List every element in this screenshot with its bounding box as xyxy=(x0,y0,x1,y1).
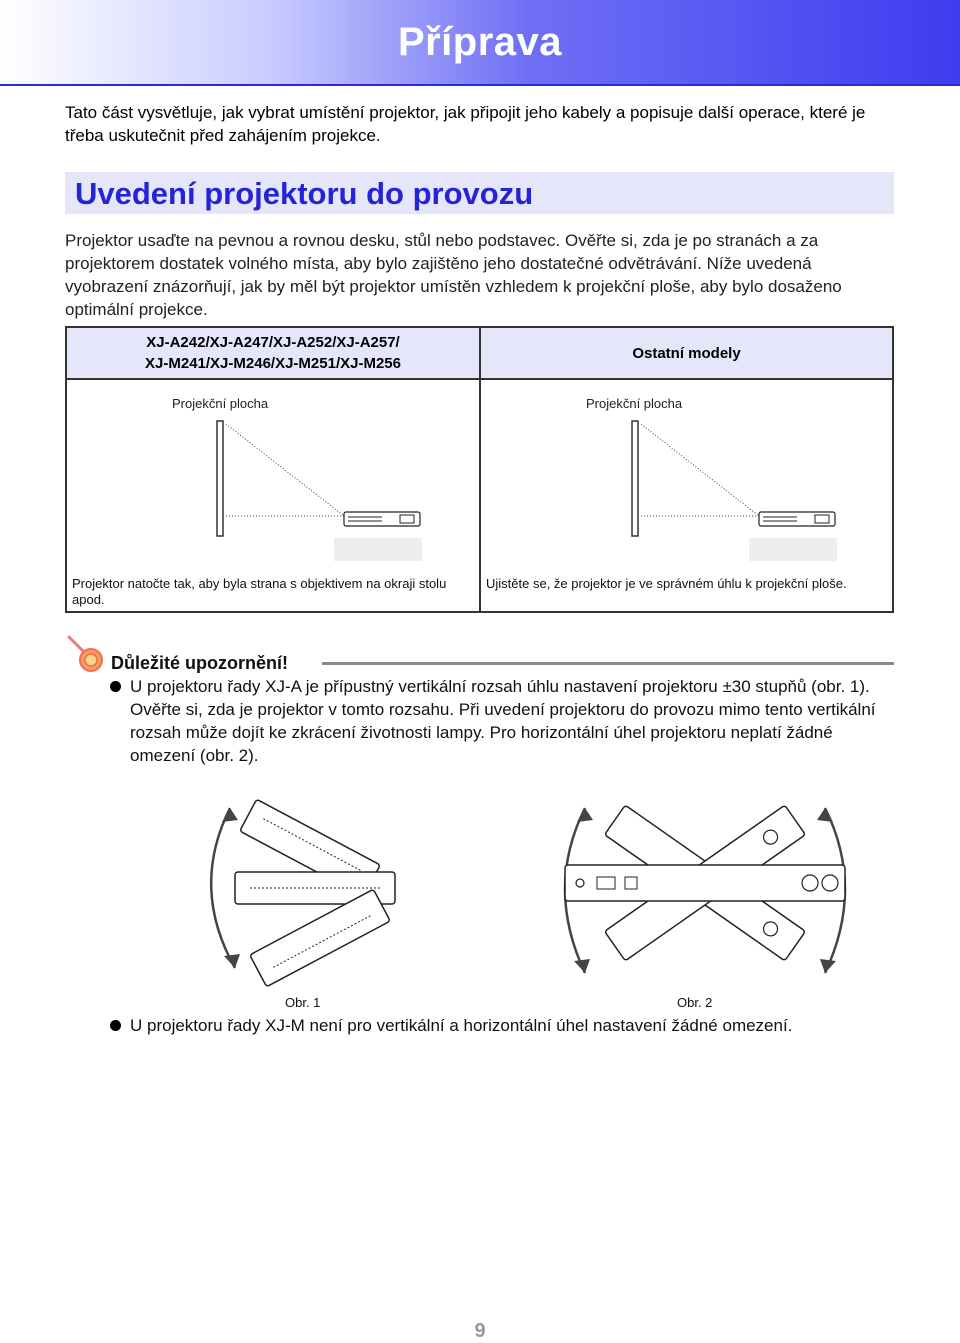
bullet-text: U projektoru řady XJ-A je přípustný vertikální rozsah úhlu nastavení projektoru ±30 stupňů (obr. 1). Ověřte si, zda je projektor v tomto rozsahu. Při uvedení projektoru do provozu mimo tento vertikální rozsah může dojít ke zkrácení životnosti lampy. Pro horizontální úhel projektoru neplatí žádné omezení (obr. 2). xyxy=(130,677,876,765)
page-number: 9 xyxy=(474,1320,486,1342)
caption-right: Ujistěte se, že projektor je ve správném úhlu k projekční ploše. xyxy=(486,576,847,591)
screen-label-left: Projekční plocha xyxy=(172,396,269,411)
bullet-text: U projektoru řady XJ-M není pro vertikální a horizontální úhel nastavení žádné omezení. xyxy=(130,1016,793,1035)
list-item xyxy=(110,675,895,767)
header-left-line2: XJ-M241/XJ-M246/XJ-M251/XJ-M256 xyxy=(145,355,401,372)
figure-1-vertical-angles xyxy=(200,778,420,988)
section-heading-bar xyxy=(65,172,894,214)
header-banner xyxy=(0,0,960,86)
bullet-icon xyxy=(110,681,121,692)
important-note-title: Důležité upozornění! xyxy=(111,653,288,673)
caption-left: Projektor natočte tak, aby byla strana s objektivem na okraji stolu apod. xyxy=(72,576,447,607)
note-divider xyxy=(322,662,894,665)
table-header-right: Ostatní modely xyxy=(632,344,741,362)
placement-diagram-right xyxy=(627,416,857,561)
bullet-icon xyxy=(110,1020,121,1031)
screen-label-right: Projekční plocha xyxy=(586,396,683,411)
placement-diagram-left xyxy=(212,416,442,561)
placement-table xyxy=(65,326,894,613)
intro-paragraph: Tato část vysvětluje, jak vybrat umístění projektor, jak připojit jeho kabely a popisuje další operace, které je třeba uskutečnit před zahájením projekce. xyxy=(65,103,866,145)
section-title: Uvedení projektoru do provozu xyxy=(75,176,534,211)
pin-icon xyxy=(65,633,107,675)
important-note-header xyxy=(65,633,895,673)
figure-2-label: Obr. 2 xyxy=(677,995,713,1010)
table-header-left xyxy=(67,328,479,378)
header-left-line1: XJ-A242/XJ-A247/XJ-A252/XJ-A257/ xyxy=(146,334,400,351)
figure-1-label: Obr. 1 xyxy=(285,995,321,1010)
page-title: Příprava xyxy=(397,20,563,64)
section-body: Projektor usaďte na pevnou a rovnou desku, stůl nebo podstavec. Ověřte si, zda je po stranách a za projektorem dostatek volného místa, aby bylo zajištěno jeho dostatečné odvětrávání. Níže uvedená vyobrazení znázorňují, jak by měl být projektor umístěn vzhledem k projekční ploše, aby bylo dosaženo optimální projekce. xyxy=(65,231,842,319)
list-item xyxy=(110,1014,895,1038)
figure-2-horizontal-angles xyxy=(555,778,855,988)
